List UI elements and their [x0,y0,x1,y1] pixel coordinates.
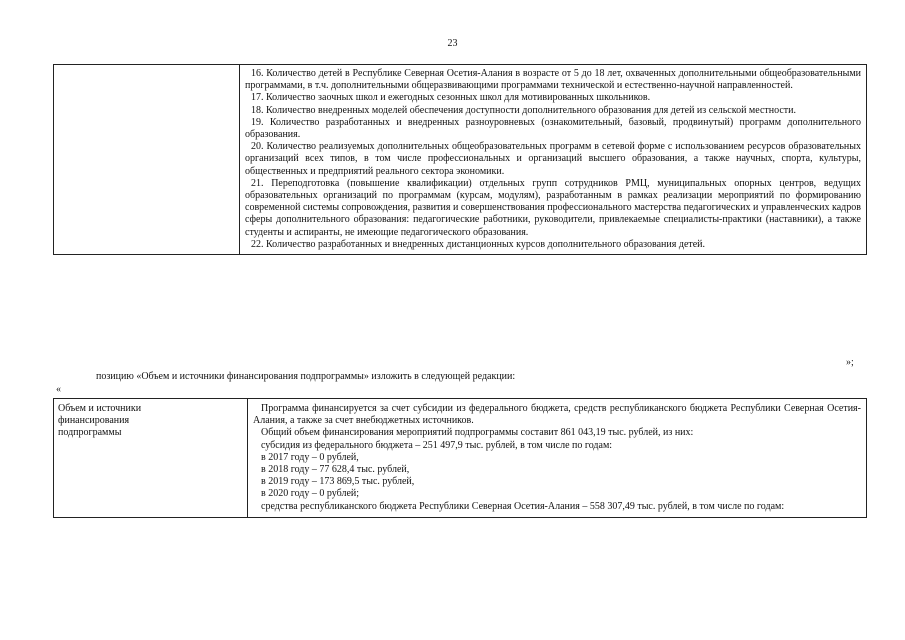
closing-quote: »; [846,357,854,368]
indicator-item-19: 19. Количество разработанных и внедренных разноуровневых (ознакомительный, базовый, продвинутый) программ дополнительного образования. [245,116,861,141]
financing-year-line: в 2018 году – 77 628,4 тыс. рублей, [261,464,410,476]
financing-paragraph: Программа финансируется за счет субсидии из федерального бюджета, средств республиканского бюджета Республики Северная Осетия-Алания, а также за счет внебюджетных источников. [253,403,861,427]
financing-table [53,398,867,518]
financing-label-cell [54,399,248,518]
indicator-item-17: 17. Количество заочных школ и ежегодных сезонных школ для мотивированных школьников. [251,92,651,104]
indicators-table [53,64,867,255]
table-cell-empty [54,65,240,255]
instruction-text: позицию «Объем и источники финансирования подпрограммы» изложить в следующей редакции: [96,371,516,382]
indicator-item-16: 16. Количество детей в Республике Северная Осетия-Алания в возрасте от 5 до 18 лет, охваченных дополнительными общеобразовательными программами, в т.ч. дополнительными общеразвивающими программами технической и естественно-научной направленностей. [245,68,861,92]
financing-year-line: в 2017 году – 0 рублей, [261,451,359,463]
indicator-item-21: 21. Переподготовка (повышение квалификации) отдельных групп сотрудников РМЦ, муниципальных опорных центров, ведущих образовательных организаций по программам (курсам, модулям), разработанным в рамках реализации мероприятий по формированию современной системы сопровождения, развития и совершенствования профессионального мастерства педагогических и управленческих кадров сферы дополнительного образования: педагогические работники, руководители, привлекаемые специалисты-практики (наставники), а также студенты и аспиранты, не имеющие педагогического образования. [245,177,861,238]
financing-label-line: Объем и источники [58,403,142,414]
indicator-item-22: 22. Количество разработанных и внедренных дистанционных курсов дополнительного образования детей. [251,238,706,250]
financing-year-line: в 2019 году – 173 869,5 тыс. рублей, [261,476,415,488]
financing-label-line: подпрограммы [58,427,122,439]
table-row [54,65,867,255]
financing-paragraph: средства республиканского бюджета Республики Северная Осетия-Алания – 558 307,49 тыс. рублей, в том числе по годам: [261,500,785,512]
financing-label-line: финансирования [58,415,130,427]
page-number: 23 [447,38,458,49]
financing-content-cell [248,399,867,518]
indicator-item-20: 20. Количество реализуемых дополнительных общеобразовательных программ в сетевой форме с использованием ресурсов образовательных организаций всех типов, в том числе профессиональных и организаций высшего образования, а также научных, спорта, культуры, общественных и предприятий реального сектора экономики. [245,141,861,177]
indicator-item-18: 18. Количество внедренных моделей обеспечения доступности дополнительного образования для детей из сельской местности. [251,104,797,116]
table-row [54,399,867,518]
indicators-list-cell [240,65,867,255]
financing-paragraph: субсидия из федерального бюджета – 251 497,9 тыс. рублей, в том числе по годам: [261,439,613,451]
financing-paragraph: Общий объем финансирования мероприятий подпрограммы составит 861 043,19 тыс. рублей, из них: [261,427,694,439]
financing-year-line: в 2020 году – 0 рублей; [261,488,360,500]
opening-quote: « [56,384,61,395]
